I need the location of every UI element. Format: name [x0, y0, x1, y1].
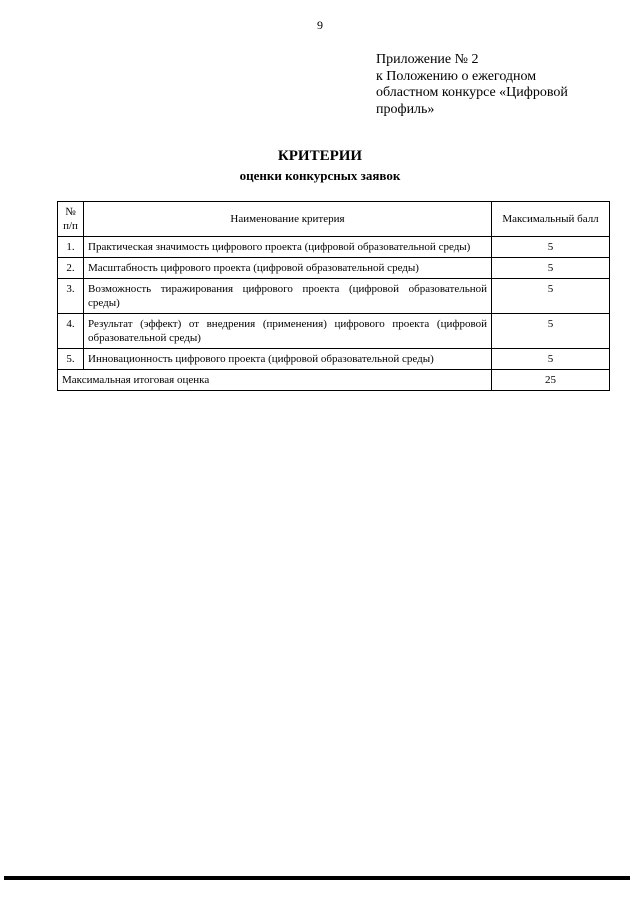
row-number: 4. — [58, 314, 84, 349]
table-row — [58, 237, 610, 258]
document-title: КРИТЕРИИ — [277, 148, 363, 164]
header-criterion-name: Наименование критерия — [84, 202, 492, 237]
row-number: 5. — [58, 349, 84, 370]
bottom-rule — [4, 876, 630, 880]
table-row — [58, 349, 610, 370]
header-max-score: Максимальный балл — [492, 202, 610, 237]
appendix-line: к Положению о ежегодном — [376, 68, 537, 84]
max-score: 5 — [492, 314, 610, 349]
table-header-row — [58, 202, 610, 237]
row-number: 1. — [58, 237, 84, 258]
appendix-note — [376, 52, 616, 118]
row-number: 2. — [58, 258, 84, 279]
header-number: № п/п — [58, 202, 84, 237]
max-score: 5 — [492, 258, 610, 279]
max-score: 5 — [492, 349, 610, 370]
total-row — [58, 370, 610, 391]
page-number: 9 — [317, 18, 323, 32]
criteria-table — [57, 201, 610, 391]
appendix-line: областном конкурсе «Цифровой — [376, 85, 568, 100]
table-row — [58, 314, 610, 349]
criterion-name: Практическая значимость цифрового проекта (цифровой образовательной среды) — [84, 237, 492, 258]
criterion-name: Инновационность цифрового проекта (цифровой образовательной среды) — [84, 349, 492, 370]
row-number: 3. — [58, 279, 84, 314]
criterion-name: Возможность тиражирования цифрового проекта (цифровой образовательной среды) — [84, 279, 492, 314]
table-row — [58, 279, 610, 314]
max-score: 5 — [492, 237, 610, 258]
document-subtitle: оценки конкурсных заявок — [239, 168, 401, 183]
table-row — [58, 258, 610, 279]
criterion-name: Масштабность цифрового проекта (цифровой образовательной среды) — [84, 258, 492, 279]
appendix-line: профиль» — [376, 101, 435, 117]
appendix-line: Приложение № 2 — [376, 52, 479, 67]
criterion-name: Результат (эффект) от внедрения (применения) цифрового проекта (цифровой образовательной среды) — [84, 314, 492, 349]
total-label: Максимальная итоговая оценка — [58, 370, 492, 391]
max-score: 5 — [492, 279, 610, 314]
total-score: 25 — [492, 370, 610, 391]
